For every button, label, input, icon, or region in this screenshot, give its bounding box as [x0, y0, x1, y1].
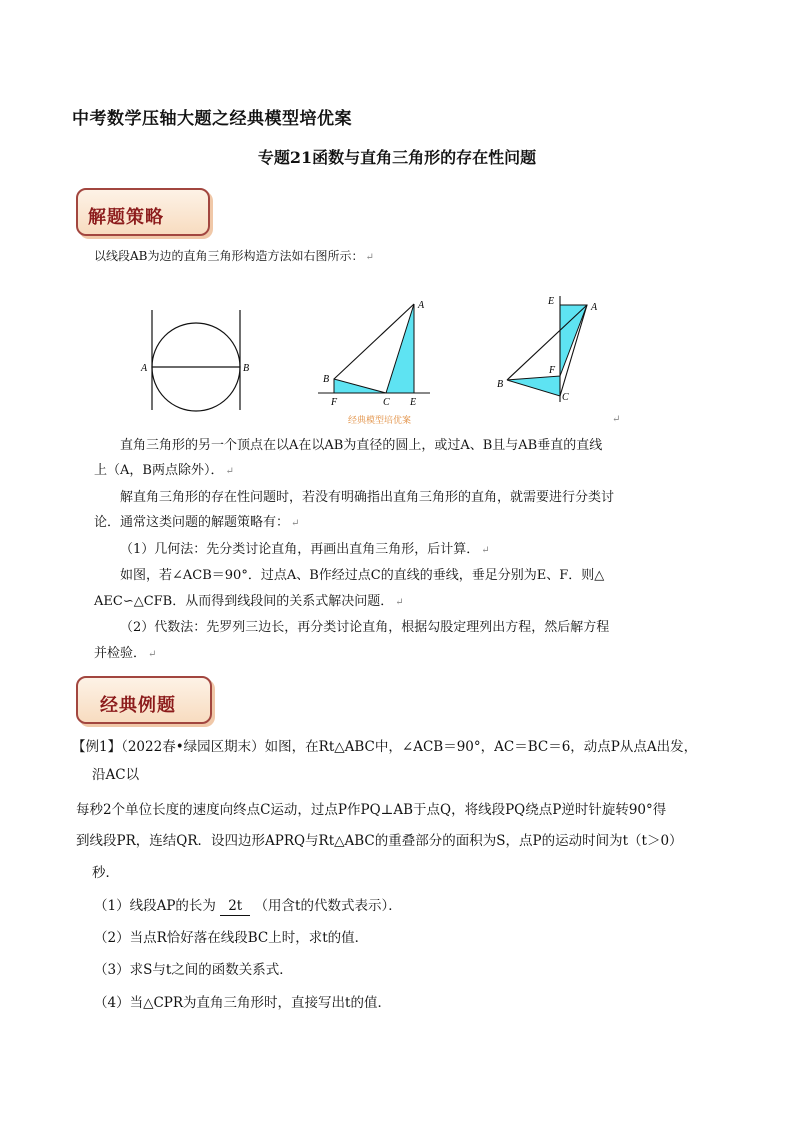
- topic-title: 专题21函数与直角三角形的存在性问题: [257, 148, 537, 167]
- fig3-label-b: B: [497, 379, 504, 390]
- document-title: 中考数学压轴大题之经典模型培优案: [72, 109, 352, 129]
- paragraph-3: 解直角三角形的存在性问题时，若没有明确指出直角三角形的直角，就需要进行分类讨: [120, 490, 615, 505]
- fig1-label-a: A: [141, 363, 148, 374]
- example-line-5: 秒．: [92, 865, 119, 881]
- example-line-3: 每秒2个单位长度的速度向终点C运动，过点P作PQ⊥AB于点Q，将线段PQ绕点P逆时针旋转90°得: [76, 802, 667, 818]
- question-4: （4）当△CPR为直角三角形时，直接写出t的值．: [94, 995, 391, 1011]
- paragraph-5: （1）几何法：先分类讨论直角，再画出直角三角形，后计算． ↵: [120, 542, 490, 557]
- figure-circle: [140, 310, 249, 411]
- example-line-4: 到线段PR，连结QR．设四边形APRQ与Rt△ABC的重叠部分的面积为S，点P的运动时间为t（t＞0）: [76, 833, 683, 849]
- strategy-section-label: 解题策略: [88, 207, 164, 228]
- figure-two-triangles: [318, 300, 430, 426]
- fig2-label-e: E: [410, 397, 417, 408]
- fig2-label-c: C: [383, 397, 390, 408]
- intro-text: 以线段AB为边的直角三角形构造方法如右图所示： ↵: [94, 249, 374, 263]
- fig3-label-c: C: [562, 392, 569, 403]
- figure-watermark: 经典模型培优案: [348, 416, 412, 426]
- paragraph-4: 论．通常这类问题的解题策略有： ↵: [94, 515, 300, 530]
- fig3-label-f: F: [549, 365, 556, 376]
- fig1-label-b: B: [243, 363, 250, 374]
- answer-blank: 2t: [220, 897, 250, 916]
- example-line-1: 【例1】（2022春•绿园区期末）如图，在Rt△ABC中，∠ACB＝90°，AC＝BC＝6，动点P从点A出发，: [72, 739, 698, 755]
- fig2-label-a: A: [418, 300, 425, 311]
- figure-rotated-triangles: [497, 296, 598, 403]
- example-line-2: 沿AC以: [92, 767, 140, 783]
- paragraph-6: 如图，若∠ACB＝90°．过点A、B作经过点C的直线的垂线，垂足分别为E、F．则△: [120, 568, 605, 583]
- question-2: （2）当点R恰好落在线段BC上时，求t的值．: [94, 930, 369, 946]
- paragraph-1: 直角三角形的另一个顶点在以A在以AB为直径的圆上，或过A、B且与AB垂直的直线: [120, 438, 603, 453]
- paragraph-7: AEC∽△CFB．从而得到线段间的关系式解决问题． ↵: [94, 594, 404, 609]
- question-3: （3）求S与t之间的函数关系式．: [94, 962, 293, 978]
- fig2-label-f: F: [331, 397, 338, 408]
- svg-text:↵: ↵: [612, 414, 621, 425]
- paragraph-9: 并检验． ↵: [94, 646, 157, 661]
- fig3-label-e: E: [548, 296, 555, 307]
- examples-section-label: 经典例题: [100, 695, 176, 716]
- paragraph-2: 上（A，B两点除外）． ↵: [94, 463, 234, 478]
- paragraph-8: （2）代数法：先罗列三边长，再分类讨论直角，根据勾股定理列出方程，然后解方程: [120, 620, 610, 635]
- fig2-label-b: B: [323, 374, 330, 385]
- fig3-label-a: A: [591, 302, 598, 313]
- question-1: （1）线段AP的长为 2t （用含t的代数式表示）．: [94, 898, 402, 914]
